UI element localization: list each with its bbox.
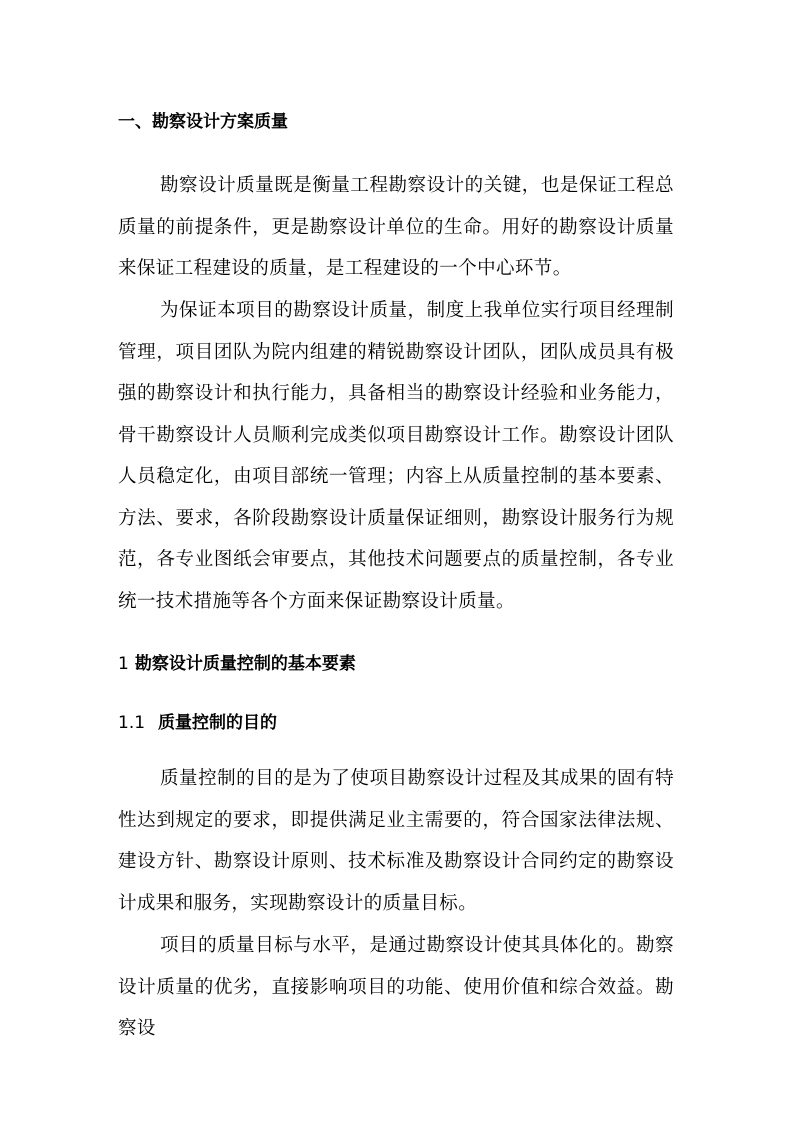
- heading-1-1-title: 质量控制的目的: [158, 713, 277, 733]
- heading-1: [118, 654, 356, 674]
- paragraph-intro-1: 勘察设计质量既是衡量工程勘察设计的关键，也是保证工程总质量的前提条件，更是勘察设计单位的生命。用好的勘察设计质量来保证工程建设的质量，是工程建设的一个中心环节。: [118, 175, 674, 279]
- heading-1-title: 勘察设计质量控制的基本要素: [134, 654, 356, 674]
- section-title: 一、勘察设计方案质量: [118, 112, 288, 132]
- heading-1-1: [118, 713, 277, 733]
- paragraph-1-1-2: 项目的质量目标与水平，是通过勘察设计使其具体化的。勘察设计质量的优劣，直接影响项目的功能、使用价值和综合效益。勘察设: [118, 935, 674, 1039]
- heading-1-1-number: 1.1: [118, 713, 146, 733]
- heading-1-number: 1: [118, 654, 129, 674]
- paragraph-1-1-1: 质量控制的目的是为了使项目勘察设计过程及其成果的固有特性达到规定的要求，即提供满足业主需要的，符合国家法律法规、建设方针、勘察设计原则、技术标准及勘察设计合同约定的勘察设计成果和服务，实现勘察设计的质量目标。: [118, 768, 674, 914]
- paragraph-intro-2: 为保证本项目的勘察设计质量，制度上我单位实行项目经理制管理，项目团队为院内组建的精锐勘察设计团队，团队成员具有极强的勘察设计和执行能力，具备相当的勘察设计经验和业务能力，骨干勘察设计人员顺利完成类似项目勘察设计工作。勘察设计团队人员稳定化，由项目部统一管理；内容上从质量控制的基本要素、方法、要求，各阶段勘察设计质量保证细则，勘察设计服务行为规范，各专业图纸会审要点，其他技术问题要点的质量控制，各专业统一技术措施等各个方面来保证勘察设计质量。: [118, 300, 674, 612]
